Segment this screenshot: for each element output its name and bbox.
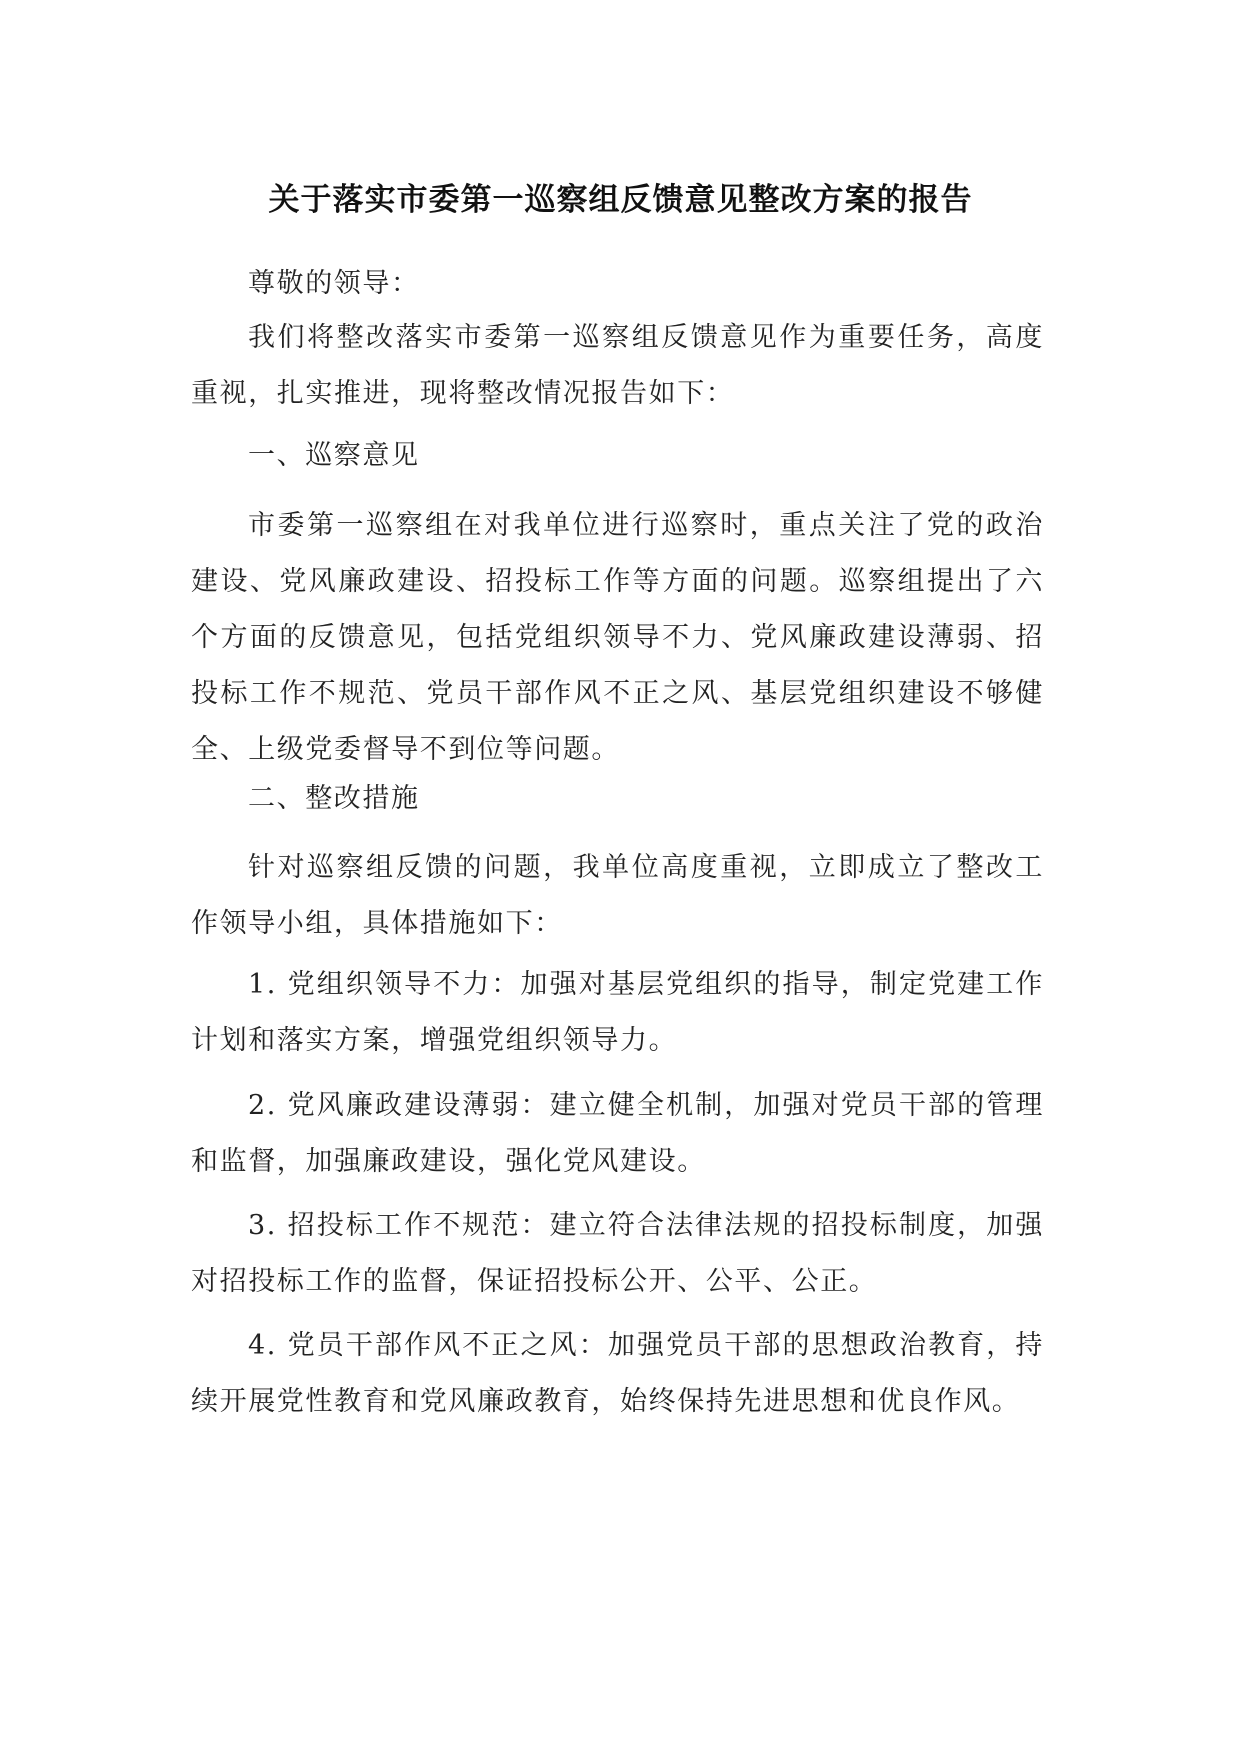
inspection-opinions-paragraph: 市委第一巡察组在对我单位进行巡察时，重点关注了党的政治建设、党风廉政建设、招投标工作等方面的问题。巡察组提出了六个方面的反馈意见，包括党组织领导不力、党风廉政建设薄弱、招投标工作不规范、党员干部作风不正之风、基层党组织建设不够健全、上级党委督导不到位等问题。 bbox=[191, 510, 1044, 765]
intro-paragraph: 我们将整改落实市委第一巡察组反馈意见作为重要任务，高度重视，扎实推进，现将整改情况报告如下： bbox=[191, 322, 1044, 409]
measure-item-2: 2. 党风廉政建设薄弱：建立健全机制，加强对党员干部的管理和监督，加强廉政建设，强化党风建设。 bbox=[191, 1090, 1044, 1177]
section-heading-inspection-opinions: 一、巡察意见 bbox=[248, 440, 420, 471]
salutation: 尊敬的领导： bbox=[248, 268, 420, 299]
measures-intro-paragraph: 针对巡察组反馈的问题，我单位高度重视，立即成立了整改工作领导小组，具体措施如下： bbox=[191, 852, 1044, 939]
measure-item-3: 3. 招投标工作不规范：建立符合法律法规的招投标制度，加强对招投标工作的监督，保证招投标公开、公平、公正。 bbox=[191, 1210, 1044, 1297]
measure-item-1: 1. 党组织领导不力：加强对基层党组织的指导，制定党建工作计划和落实方案，增强党组织领导力。 bbox=[191, 969, 1044, 1056]
document-title: 关于落实市委第一巡察组反馈意见整改方案的报告 bbox=[268, 182, 973, 218]
section-heading-rectification-measures: 二、整改措施 bbox=[248, 783, 420, 814]
measure-item-4: 4. 党员干部作风不正之风：加强党员干部的思想政治教育，持续开展党性教育和党风廉政教育，始终保持先进思想和优良作风。 bbox=[191, 1330, 1044, 1417]
